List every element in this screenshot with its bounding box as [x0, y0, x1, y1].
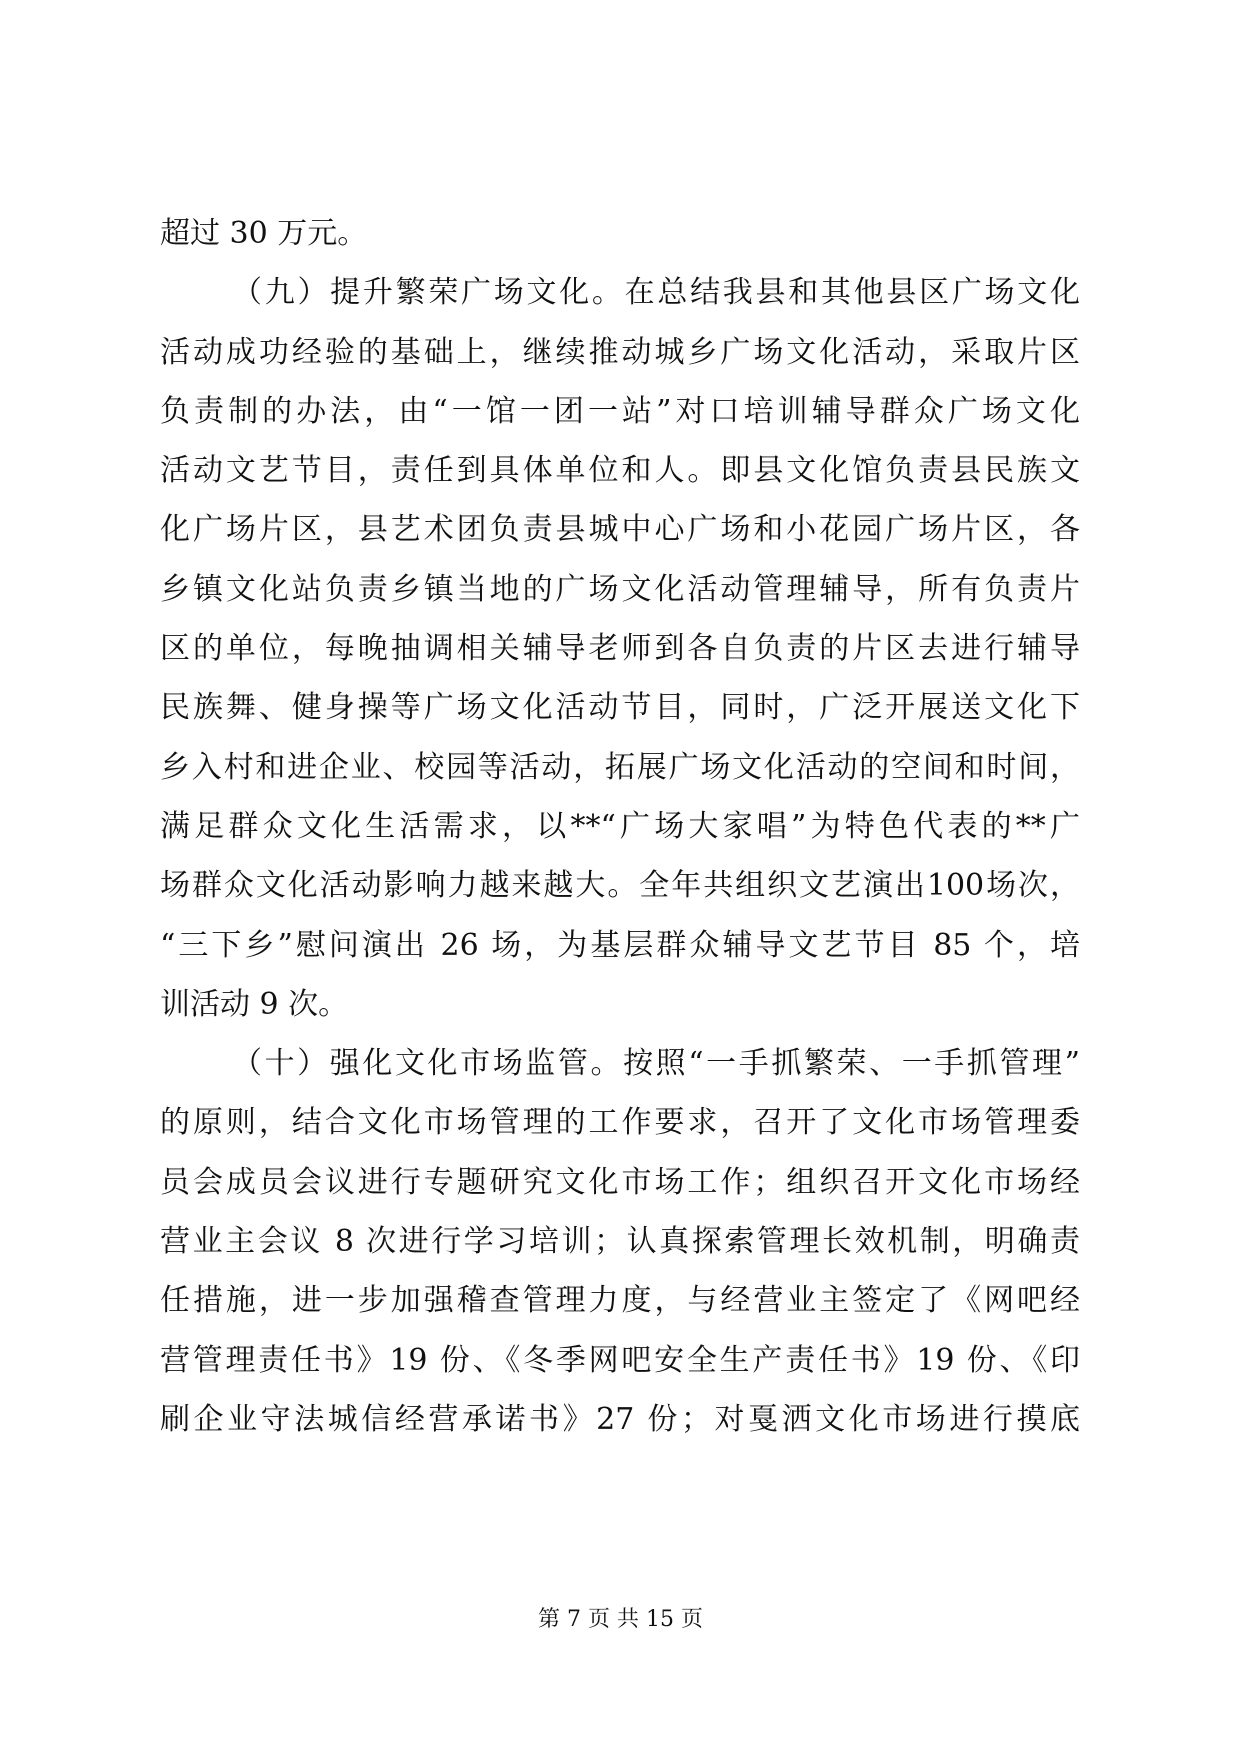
text-line: 员会成员会议进行专题研究文化市场工作；组织召开文化市场经	[160, 1164, 1080, 1200]
paragraph-ten-heading-line: （十）强化文化市场监管。按照“一手抓繁荣、一手抓管理”	[232, 1046, 1080, 1082]
text-line: 营管理责任书》19 份、《冬季网吧安全生产责任书》19 份、《印	[160, 1342, 1080, 1378]
text-line: 乡入村和进企业、校园等活动，拓展广场文化活动的空间和时间，	[160, 749, 1080, 785]
text-line: 区的单位，每晚抽调相关辅导老师到各自负责的片区去进行辅导	[160, 631, 1080, 667]
text-line: 化广场片区，县艺术团负责县城中心广场和小花园广场片区，各	[160, 512, 1080, 548]
text-line: 任措施，进一步加强稽查管理力度，与经营业主签定了《网吧经	[160, 1283, 1080, 1319]
text-line: 场群众文化活动影响力越来越大。全年共组织文艺演出100场次，	[160, 868, 1080, 904]
text-line: 乡镇文化站负责乡镇当地的广场文化活动管理辅导，所有负责片	[160, 571, 1080, 607]
text-line: 活动成功经验的基础上，继续推动城乡广场文化活动，采取片区	[160, 334, 1080, 370]
text-line: 训活动 9 次。	[160, 986, 349, 1022]
text-line: 刷企业守法城信经营承诺书》27 份；对戛洒文化市场进行摸底	[160, 1401, 1080, 1437]
text-line: 民族舞、健身操等广场文化活动节目，同时，广泛开展送文化下	[160, 690, 1080, 726]
page-number-footer: 第 7 页 共 15 页	[538, 1607, 703, 1632]
text-line: 满足群众文化生活需求，以**“广场大家唱”为特色代表的**广	[160, 808, 1080, 844]
text-line: 活动文艺节目，责任到具体单位和人。即县文化馆负责县民族文	[160, 453, 1080, 489]
body-text	[160, 204, 1080, 1449]
paragraph-nine-heading-line: （九）提升繁荣广场文化。在总结我县和其他县区广场文化	[232, 275, 1080, 311]
text-line: 的原则，结合文化市场管理的工作要求，召开了文化市场管理委	[160, 1105, 1080, 1141]
text-line: 营业主会议 8 次进行学习培训；认真探索管理长效机制，明确责	[160, 1224, 1080, 1260]
text-line: 超过 30 万元。	[160, 216, 368, 251]
text-line: 负责制的办法，由“一馆一团一站”对口培训辅导群众广场文化	[160, 393, 1080, 429]
text-line: “三下乡”慰问演出 26 场，为基层群众辅导文艺节目 85 个，培	[160, 927, 1080, 963]
